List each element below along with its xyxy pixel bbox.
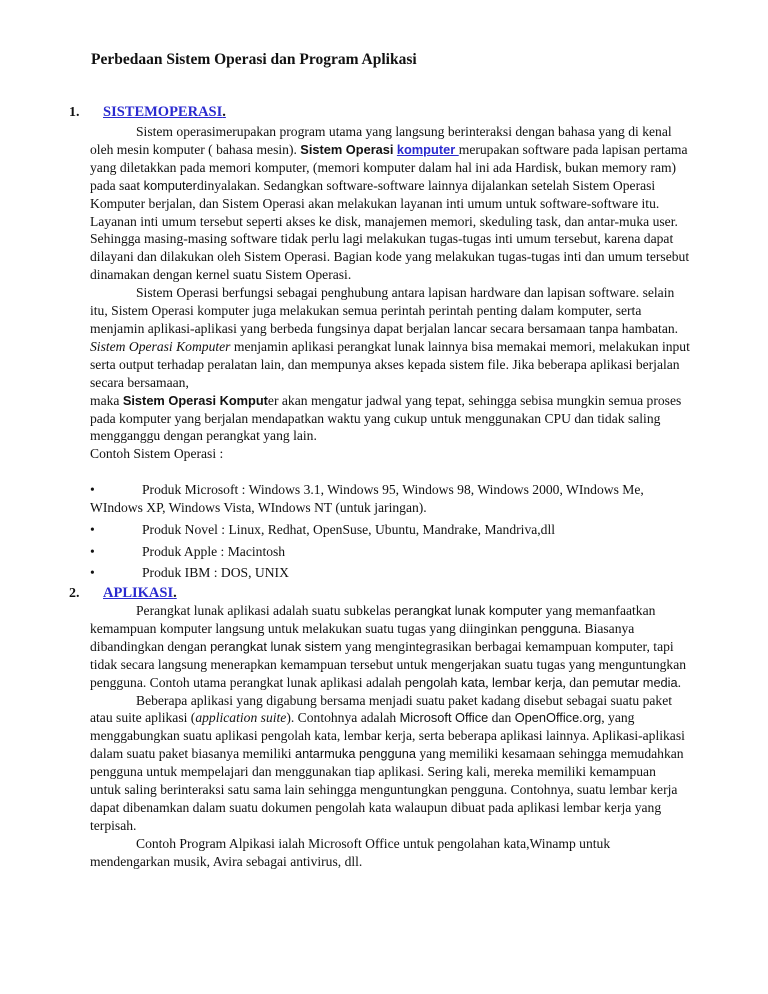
section-1-body <box>90 123 690 463</box>
term-text: pengguna <box>520 620 578 636</box>
text-run: Beberapa aplikasi yang digabung bersama menjadi suatu paket kadang disebut sebagai suatu paket atau suite aplikasi ( <box>90 692 673 726</box>
term-text: antarmuka pengguna <box>294 746 416 762</box>
list-item-text: Produk IBM : DOS, UNIX <box>142 565 289 580</box>
text-run: menjamin aplikasi perangkat lunak lainnya bisa memakai memori, melakukan input serta output terhadap peralatan lain, dan mempunya akses kepada sistem file. Jika beberapa aplikasi berjalan secara bersamaan, <box>90 338 690 390</box>
text-run: , <box>485 674 493 690</box>
examples-label: Contoh Sistem Operasi : <box>90 446 224 462</box>
text-run: , yang menggabungkan suatu aplikasi pengolah kata, lembar kerja, serta beberapa aplikasi lainnya. Aplikasi-aplikasi dalam suatu paket biasanya memiliki <box>90 710 685 762</box>
text-run: maka <box>90 392 123 408</box>
komputer-link[interactable]: komputer <box>396 141 459 157</box>
text-run: yang memanfaatkan kemampuan komputer langsung untuk melakukan suatu tugas yang diinginkan <box>90 603 656 636</box>
text-run: . Biasanya dibandingkan dengan <box>90 620 635 654</box>
italic-term: application suite <box>195 710 287 726</box>
bold-term: Sistem Operasi <box>300 141 394 157</box>
bullet-mark: • <box>90 482 95 497</box>
document-title: Perbedaan Sistem Operasi dan Program Aplikasi <box>91 51 417 68</box>
section-2-heading-dot: . <box>173 585 177 601</box>
text-run: Sistem Operasi berfungsi sebagai penghubung antara lapisan hardware dan lapisan software. selain itu, Sistem Operasi komputer juga melakukan semua perintah perintah penting dalam komputer, serta menjamin aplikasi-aplikasi yang berbeda fungsinya dapat berjalan lancar secara bersamaan tanpa hambatan. <box>90 285 679 336</box>
text-run: Perangkat lunak aplikasi adalah suatu subkelas <box>136 603 395 618</box>
list-item <box>90 481 690 517</box>
list-item-text: Produk Microsoft : Windows 3.1, Windows 95, Windows 98, Windows 2000, WIndows Me, WIndows XP, Windows Vista, WIndows NT (untuk jaringan). <box>90 482 644 515</box>
list-item <box>90 543 690 561</box>
bullet-mark: • <box>90 565 95 580</box>
text-run: merupakan software pada lapisan pertama yang diletakkan pada memori komputer, (memori komputer dalam hal ini ada Hardisk, bukan memory ram) pada saat <box>90 141 688 193</box>
section-1-number: 1. <box>69 105 80 120</box>
section-2-number: 2. <box>69 586 80 601</box>
text-run: . <box>677 674 682 690</box>
section-2-paragraph-2 <box>90 692 690 835</box>
section-2-paragraph-3: Contoh Program Alpikasi ialah Microsoft Office untuk pengolahan kata,Winamp untuk mendengarkan musik, Avira sebagai antivirus, dll. <box>90 835 611 869</box>
text-run: dan <box>488 710 515 726</box>
section-2-heading-text[interactable]: APLIKASI <box>103 585 174 601</box>
list-item-text: Produk Apple : Macintosh <box>142 544 286 559</box>
text-run: dinyalakan. Sedangkan software-software lainnya dijalankan setelah Sistem Operasi Komputer berjalan, dan Sistem Operasi akan melakukan layanan inti umum untuk software-software itu. Layanan inti umum tersebut seperti akses ke disk, manajemen memori, skeduling task, dan antar-muka user. Sehingga masing-masing software tidak perlu lagi melakukan tugas-tugas inti umum tersebut, karena dapat dilayani dan dilakukan oleh Sistem Operasi. Bagian kode yang melakukan tugas-tugas inti dan umum tersebut dinamakan dengan kernel suatu Sistem Operasi. <box>90 177 690 283</box>
term-text: komputer <box>143 177 197 193</box>
list-item-text: Produk Novel : Linux, Redhat, OpenSuse, Ubuntu, Mandrake, Mandriva,dll <box>142 522 556 537</box>
term-text: pengolah kata <box>404 674 486 690</box>
section-2-paragraph-1 <box>90 602 690 692</box>
section-1-heading-dot: . <box>222 104 226 120</box>
italic-term: Sistem Operasi Komputer <box>90 338 231 354</box>
bullet-mark: • <box>90 544 95 559</box>
term-text: lembar kerja <box>492 674 563 690</box>
section-1-paragraph-1 <box>90 123 690 284</box>
section-2-heading[interactable] <box>103 585 177 602</box>
text-run: ). Contohnya adalah <box>286 710 400 726</box>
text-run: yang memiliki kesamaan sehingga memudahkan pengguna untuk mempelajari dan menggunakan tiap aplikasi. Sering kali, mereka memiliki kemampuan untuk saling berinteraksi satu sama lain sehingga menguntungkan pengguna. Contohnya, suatu lembar kerja dapat dibenamkan dalam suatu dokumen pengolah kata walaupun dibuat pada aplikasi lembar kerja yang terpisah. <box>90 746 684 833</box>
text-run: , dan <box>562 674 593 690</box>
term-text: perangkat lunak sistem <box>210 638 342 654</box>
text-run: yang mengintegrasikan berbagai kemampuan komputer, tapi tidak secara langsung menerapkan kemampuan tersebut untuk mengerjakan suatu tugas yang menguntungkan pengguna. Contoh utama perangkat lunak aplikasi adalah <box>90 638 687 690</box>
section-1-paragraph-2 <box>90 284 690 445</box>
bold-term: Sistem Operasi Komput <box>122 392 268 408</box>
section-2-body <box>90 602 690 871</box>
list-item <box>90 521 690 539</box>
term-text: perangkat lunak komputer <box>394 603 543 618</box>
section-1-heading[interactable] <box>103 104 226 121</box>
list-item <box>90 564 690 582</box>
term-text: OpenOffice.org <box>514 710 602 726</box>
text-run: Sistem operasimerupakan program utama yang langsung berinteraksi dengan bahasa yang di kenal oleh mesin komputer ( bahasa mesin). <box>90 124 672 157</box>
section-1-heading-text[interactable]: SISTEMOPERASI <box>103 104 223 120</box>
term-text: Microsoft Office <box>399 710 489 726</box>
bullet-mark: • <box>90 522 95 537</box>
term-text: pemutar media <box>592 674 678 690</box>
text-run: er akan mengatur jadwal yang tepat, sehingga sebisa mungkin semua proses pada komputer yang berjalan mendapatkan waktu yang cukup untuk menggunakan CPU dan tidak saling mengganggu dengan perangkat yang lain. <box>90 392 682 444</box>
